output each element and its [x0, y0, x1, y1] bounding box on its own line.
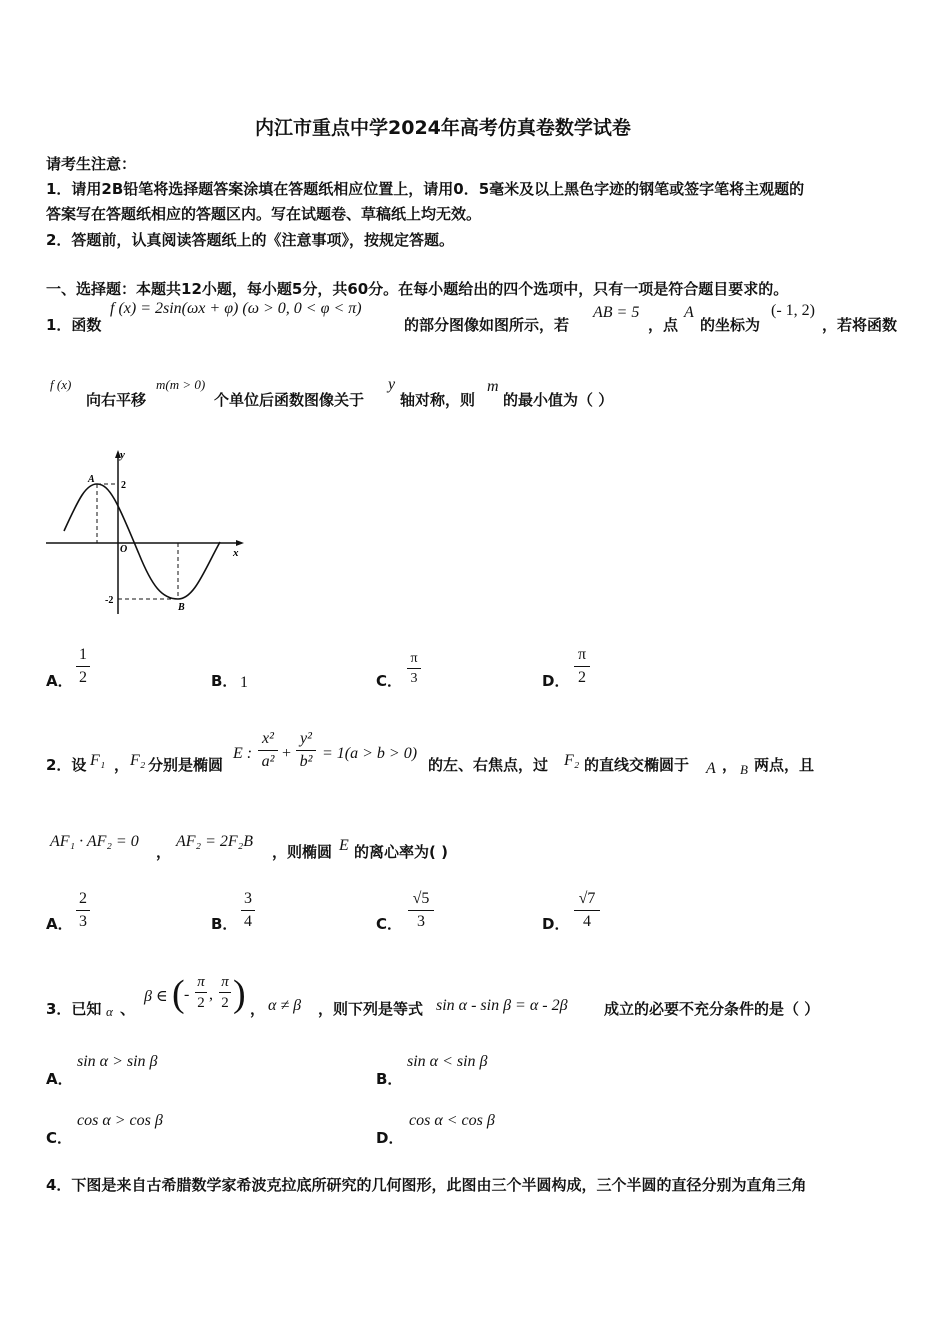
q2-frac-x: x² a²: [258, 729, 278, 772]
q2-option-c-value: √5 3: [408, 889, 434, 932]
q1-number: 1．函数: [46, 316, 102, 334]
notice-line-1: 1．请用2B铅笔将选择题答案涂填在答题纸相应位置上，请用0．5毫米及以上黑色字迹的钢笔或签字笔将主观题的: [46, 180, 805, 198]
q3-option-d-value: cos α < cos β: [409, 1112, 495, 1129]
q1-text-7: 轴对称，则: [400, 391, 476, 409]
q2-comma: ，: [722, 756, 738, 774]
q3-text-4: 成立的必要不充分条件的是（ ）: [604, 1000, 820, 1018]
q2-f2-b: F₂: [564, 752, 580, 769]
q3-option-a-value: sin α > sin β: [77, 1053, 158, 1070]
q3-right-paren: ): [233, 973, 246, 1015]
q2-option-b-value: 3 4: [241, 889, 255, 932]
q1-text-3: 的坐标为: [700, 316, 761, 334]
q2-option-a-label: A．: [46, 915, 73, 933]
question-4-text: 4．下图是来自古希腊数学家希波克拉底所研究的几何图形，此图由三个半圆构成，三个半圆的直径分别为直角三角: [46, 1176, 807, 1194]
q3-option-a-label: A．: [46, 1070, 73, 1088]
q1-option-a-label: A．: [46, 672, 73, 690]
q2-condition-2: AF₂ = 2F₂B: [176, 833, 254, 850]
q2-text-4: 两点，且: [754, 756, 815, 774]
q1-graph: [44, 446, 254, 618]
graph-y-label: y: [120, 449, 125, 461]
q2-option-a-value: 2 3: [76, 889, 90, 932]
q3-neq: α ≠ β: [268, 997, 302, 1014]
q3-option-c-value: cos α > cos β: [77, 1112, 163, 1129]
q2-point-a: A: [706, 760, 716, 777]
q2-f1: F₁: [90, 752, 106, 769]
q3-text-2: ，: [250, 1000, 266, 1018]
q1-text-8: 的最小值为（ ）: [503, 391, 614, 409]
graph-x-label: x: [233, 547, 239, 559]
q2-option-d-value: √7 4: [574, 889, 600, 932]
q1-text-4: ，若将函数: [822, 316, 898, 334]
notice-heading: 请考生注意：: [46, 155, 137, 173]
graph-tick-2: 2: [121, 480, 126, 491]
q2-f2: F₂: [130, 752, 146, 769]
q1-y: y: [388, 376, 396, 393]
q2-condition-1: AF₁ · AF₂ = 0: [50, 833, 139, 850]
q1-option-a-value: 1 2: [76, 645, 90, 688]
q2-frac-y: y² b²: [296, 729, 316, 772]
q3-option-b-value: sin α < sin β: [407, 1053, 488, 1070]
q2-e-label: E :: [233, 745, 253, 762]
sine-curve: [64, 484, 220, 599]
q3-beta-in: β ∈: [144, 988, 168, 1005]
q1-m-condition: m(m > 0): [156, 377, 206, 392]
q2-text-2: 的左、右焦点，过: [428, 756, 549, 774]
q3-text-1: 、: [120, 1000, 136, 1018]
graph-point-b: B: [178, 602, 185, 613]
q2-text-1: 分别是椭圆: [148, 756, 224, 774]
q3-left-paren: (: [172, 973, 185, 1015]
q3-alpha: α: [106, 1004, 113, 1019]
q1-function: f (x) = 2sin(ωx + φ) (ω > 0, 0 < φ < π): [110, 300, 362, 317]
q1-text-1: 的部分图像如图所示，若: [404, 316, 570, 334]
q1-fx: f (x): [50, 377, 72, 392]
q1-text-5: 向右平移: [86, 391, 147, 409]
q1-point-a: A: [684, 304, 694, 321]
q1-text-6: 个单位后函数图像关于: [214, 391, 365, 409]
q2-number: 2．设: [46, 756, 87, 774]
q2-option-b-label: B．: [211, 915, 238, 933]
q1-option-d-value: π 2: [574, 645, 590, 688]
notice-line-2: 答案写在答题纸相应的答题区内。写在试题卷、草稿纸上均无效。: [46, 205, 482, 223]
q3-comma: ,: [209, 986, 213, 1003]
q3-text-3: ，则下列是等式: [318, 1000, 424, 1018]
q1-text-2: ，点: [648, 316, 679, 334]
q1-option-c-value: π 3: [407, 650, 421, 687]
q3-option-c-label: C．: [46, 1129, 73, 1147]
q2-text-6: 的离心率为( ): [354, 843, 448, 861]
q1-ab: AB = 5: [593, 304, 640, 321]
q2-sep: ，: [114, 756, 130, 774]
page-title: 内江市重点中学2024年高考仿真卷数学试卷: [255, 117, 631, 139]
q3-minus: -: [184, 986, 190, 1003]
q1-option-d-label: D．: [542, 672, 570, 690]
q2-point-b: B: [740, 762, 748, 777]
q3-option-b-label: B．: [376, 1070, 403, 1088]
q2-plus: +: [282, 745, 292, 762]
q2-option-c-label: C．: [376, 915, 403, 933]
q1-coord: (- 1, 2): [771, 302, 815, 319]
q3-equation: sin α - sin β = α - 2β: [436, 997, 568, 1014]
graph-tick-neg-2: -2: [105, 595, 114, 606]
q3-number: 3．已知: [46, 1000, 102, 1018]
q3-frac-pi-1: π 2: [195, 973, 207, 1012]
q3-frac-pi-2: π 2: [219, 973, 231, 1012]
q2-eq-rest: = 1(a > b > 0): [322, 745, 418, 762]
q2-option-d-label: D．: [542, 915, 570, 933]
notice-line-3: 2．答题前，认真阅读答题纸上的《注意事项》，按规定答题。: [46, 231, 454, 249]
q2-e: E: [339, 837, 349, 854]
graph-origin-label: O: [120, 544, 128, 555]
q2-text-3: 的直线交椭圆于: [584, 756, 690, 774]
x-axis-arrow: [236, 540, 244, 546]
q1-option-b-value: 1: [240, 674, 248, 691]
graph-point-a: A: [88, 474, 95, 485]
section-heading: 一、选择题：本题共12小题，每小题5分，共60分。在每小题给出的四个选项中，只有一项是符合题目要求的。: [46, 280, 789, 298]
q3-option-d-label: D．: [376, 1129, 404, 1147]
q1-m: m: [487, 378, 499, 395]
q1-option-b-label: B．: [211, 672, 238, 690]
q1-option-c-label: C．: [376, 672, 403, 690]
q2-comma-2: ，: [156, 843, 172, 861]
q2-text-5: ，则椭圆: [272, 843, 333, 861]
